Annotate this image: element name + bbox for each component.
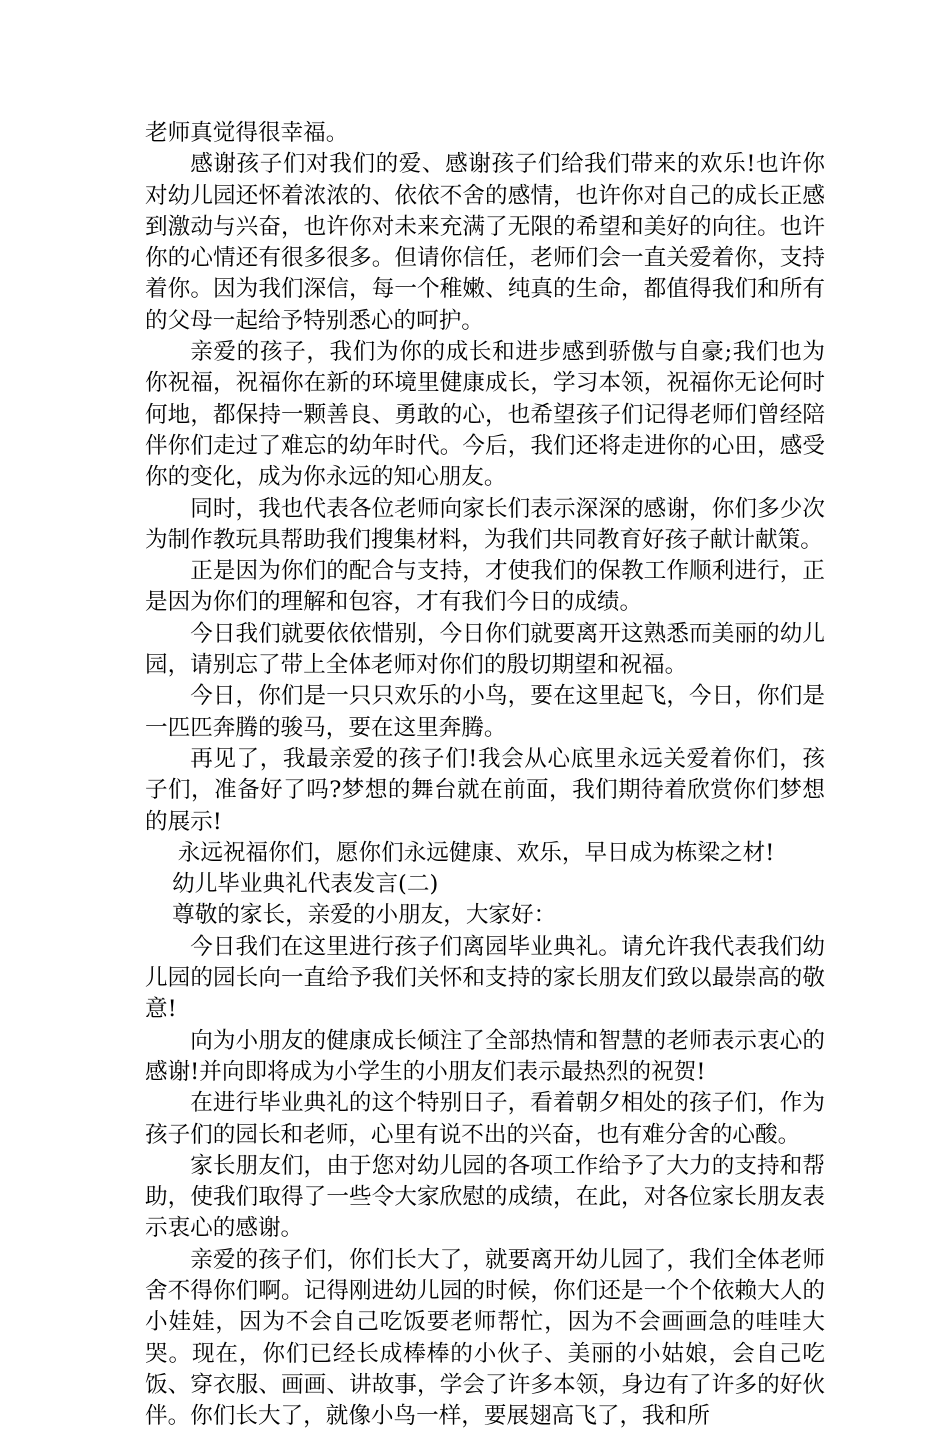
paragraph: 今日我们在这里进行孩子们离园毕业典礼。请允许我代表我们幼儿园的园长向一直给予我们关怀和支持的家长朋友们致以最崇高的敬意! [145,933,825,1023]
document-body [145,118,825,1432]
paragraph: 亲爱的孩子，我们为你的成长和进步感到骄傲与自豪;我们也为你祝福，祝福你在新的环境里健康成长，学习本领，祝福你无论何时何地，都保持一颗善良、勇敢的心，也希望孩子们记得老师们曾经陪伴你们走过了难忘的幼年时代。今后，我们还将走进你的心田，感受你的变化，成为你永远的知心朋友。 [145,339,825,491]
section-heading: 幼儿毕业典礼代表发言(二) [172,871,439,898]
paragraph: 感谢孩子们对我们的爱、感谢孩子们给我们带来的欢乐!也许你对幼儿园还怀着浓浓的、依依不舍的感情，也许你对自己的成长正感到激动与兴奋，也许你对未来充满了无限的希望和美好的向往。也许你的心情还有很多很多。但请你信任，老师们会一直关爱着你，支持着你。因为我们深信，每一个稚嫩、纯真的生命，都值得我们和所有的父母一起给予特别悉心的呵护。 [145,151,825,334]
paragraph: 今日，你们是一只只欢乐的小鸟，要在这里起飞，今日，你们是一匹匹奔腾的骏马，要在这里奔腾。 [145,683,825,741]
paragraph: 老师真觉得很幸福。 [145,120,349,146]
paragraph: 家长朋友们，由于您对幼儿园的各项工作给予了大力的支持和帮助，使我们取得了一些令大家欣慰的成绩，在此，对各位家长朋友表示衷心的感谢。 [145,1152,825,1242]
paragraph: 今日我们就要依依惜别，今日你们就要离开这熟悉而美丽的幼儿园，请别忘了带上全体老师对你们的殷切期望和祝福。 [145,620,825,679]
paragraph: 同时，我也代表各位老师向家长们表示深深的感谢，你们多少次为制作教玩具帮助我们搜集材料，为我们共同教育好孩子献计献策。 [145,495,825,553]
paragraph: 在进行毕业典礼的这个特别日子，看着朝夕相处的孩子们，作为孩子们的园长和老师，心里有说不出的兴奋，也有难分舍的心酸。 [145,1090,825,1148]
paragraph: 亲爱的孩子们，你们长大了，就要离开幼儿园了，我们全体老师舍不得你们啊。记得刚进幼儿园的时候，你们还是一个个依赖大人的小娃娃，因为不会自己吃饭要老师帮忙，因为不会画画急的哇哇大哭。现在，你们已经长成棒棒的小伙子、美丽的小姑娘，会自己吃饭、穿衣服、画画、讲故事，学会了许多本领，身边有了许多的好伙伴。你们长大了，就像小鸟一样，要展翅高飞了，我和所 [145,1246,825,1430]
paragraph: 永远祝福你们，愿你们永远健康、欢乐，早日成为栋梁之材! [177,839,775,866]
paragraph: 正是因为你们的配合与支持，才使我们的保教工作顺利进行，正是因为你们的理解和包容，才有我们今日的成绩。 [145,558,825,616]
paragraph: 再见了，我最亲爱的孩子们!我会从心底里永远关爱着你们，孩子们，准备好了吗?梦想的舞台就在前面，我们期待着欣赏你们梦想的展示! [145,745,825,835]
paragraph: 向为小朋友的健康成长倾注了全部热情和智慧的老师表示衷心的感谢!并向即将成为小学生的小朋友们表示最热烈的祝贺! [145,1027,825,1085]
greeting: 尊敬的家长，亲爱的小朋友，大家好： [172,902,557,929]
